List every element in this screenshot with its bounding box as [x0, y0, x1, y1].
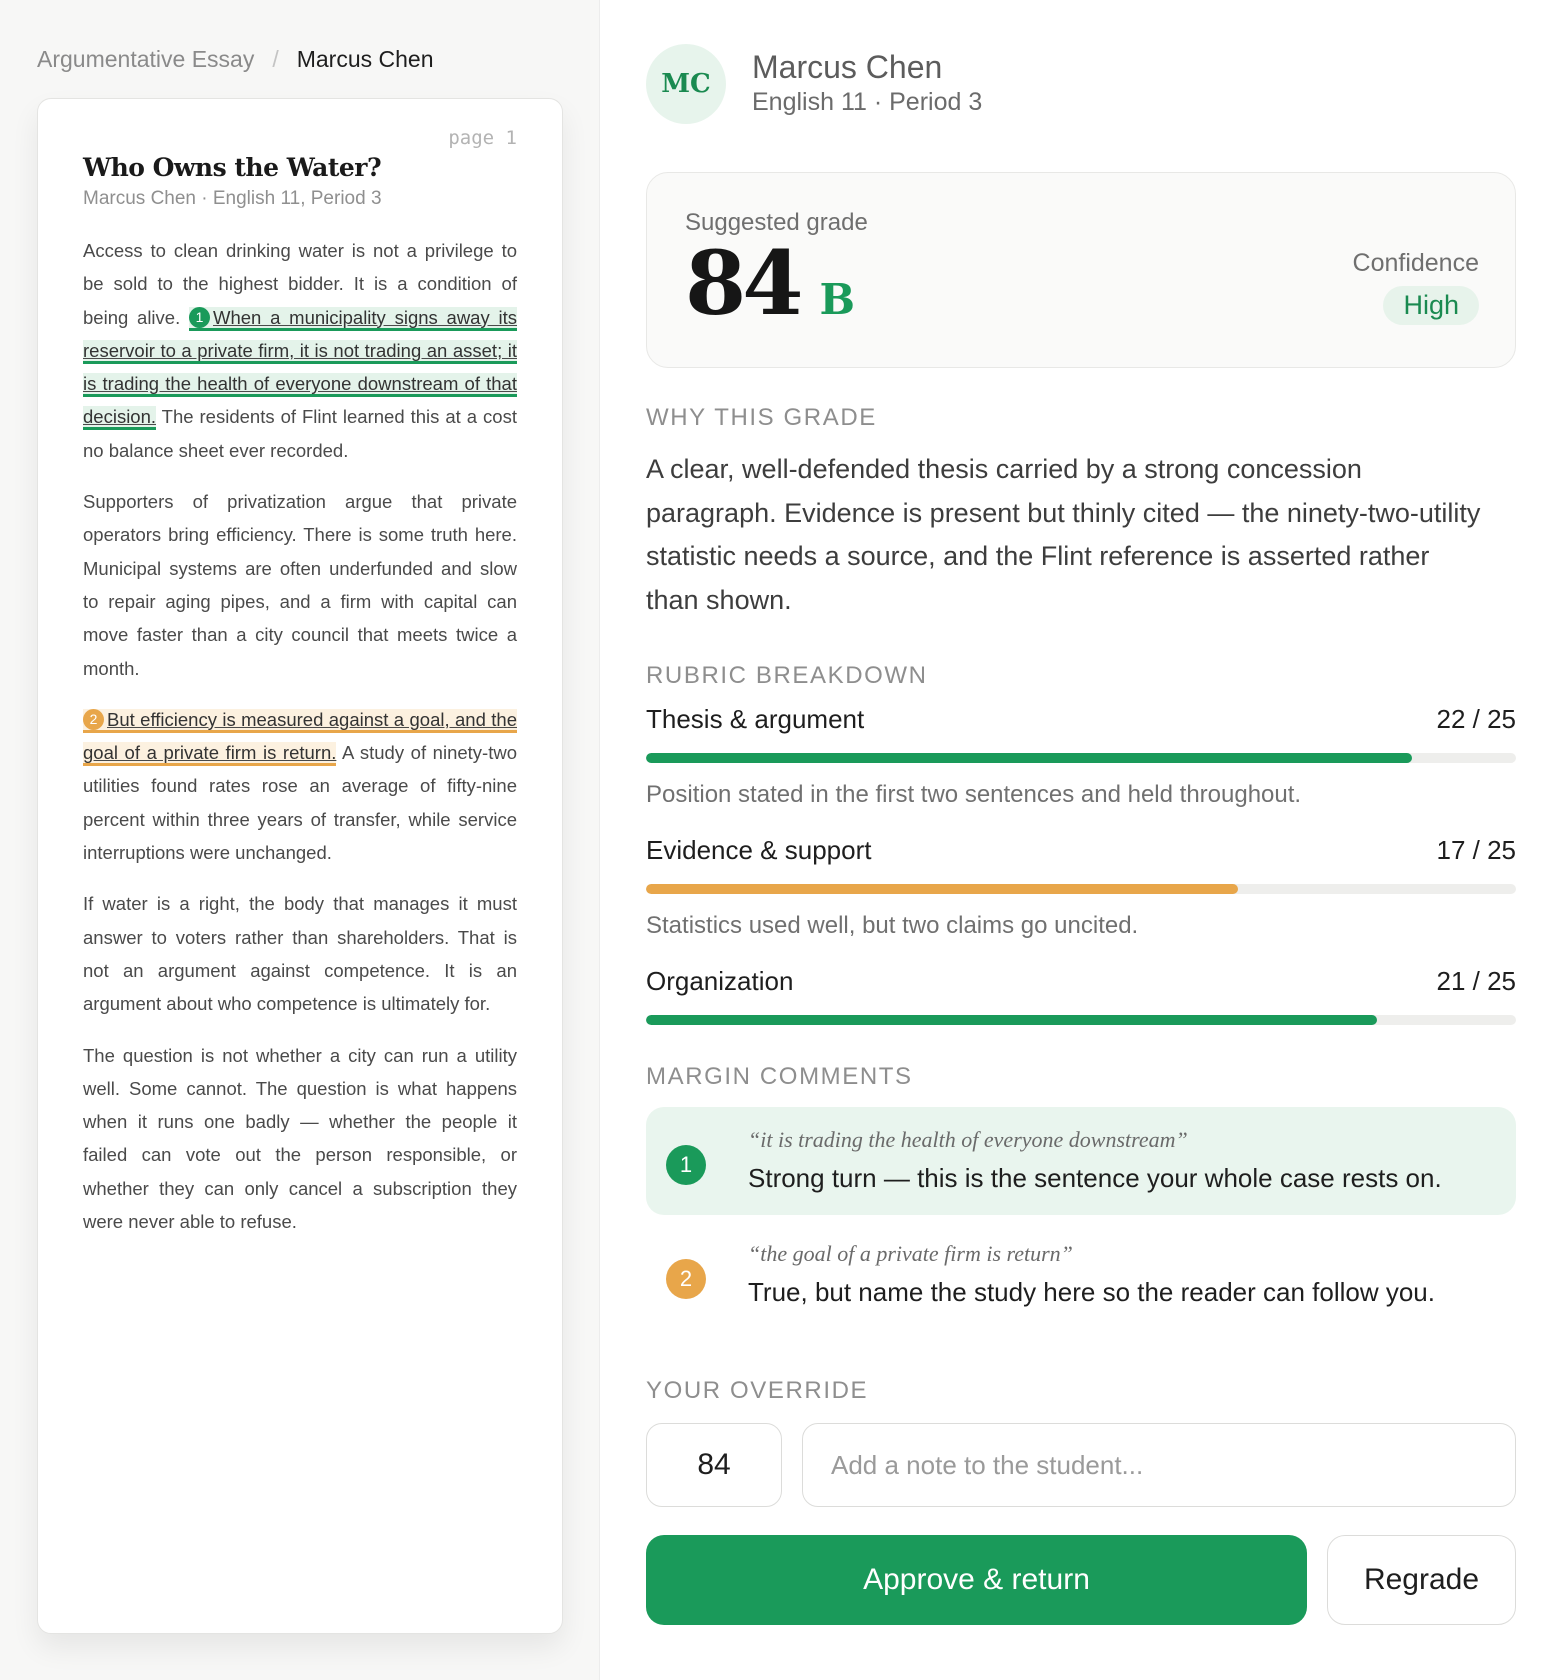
essay-text: The residents of Flint learned this at a cost no balance sheet ever recorded.: [83, 406, 517, 461]
essay-byline: Marcus Chen · English 11, Period 3: [83, 188, 382, 209]
comment-quote: “the goal of a private firm is return”: [748, 1241, 1073, 1266]
approve-return-button[interactable]: Approve & return: [646, 1535, 1307, 1625]
student-info: [752, 49, 982, 119]
comment-text: Strong turn — this is the sentence your whole case rests on.: [748, 1163, 1442, 1193]
action-row: [646, 1535, 1516, 1625]
confidence-label: Confidence: [1352, 249, 1479, 277]
page-number: page 1: [448, 127, 517, 149]
override-row: [646, 1423, 1516, 1507]
essay-paragraph: [83, 703, 517, 869]
confidence: [1353, 249, 1479, 325]
rubric-item: [646, 966, 1516, 1025]
breadcrumb-assignment-link[interactable]: Argumentative Essay: [37, 45, 255, 72]
essay-text: A study of ninety-two utilities found rates rose an average of fifty-nine percent within three years of transfer, while service interruptions were unchanged.: [83, 742, 517, 864]
grade-score: 84: [685, 231, 800, 335]
rubric-item: [646, 835, 1516, 940]
comment-number-badge: 2: [666, 1259, 706, 1299]
breadcrumb: [37, 44, 563, 74]
rubric-list: [646, 704, 1516, 1025]
essay-paragraph: The question is not whether a city can run a utility well. Some cannot. The question is what happens when it runs one badly — whether the people it failed can vote out the person responsible, or whether they can only cancel a subscription they were never able to refuse.: [83, 1044, 517, 1233]
comment-marker-1[interactable]: 1: [189, 307, 210, 328]
why-text: A clear, well-defended thesis carried by a strong concession paragraph. Evidence is present but thinly cited — the ninety-two-utility statistic needs a source, and the Flint reference is asserted rather than shown.: [646, 454, 1481, 615]
comment-body: [748, 1127, 1442, 1195]
grading-panel: [600, 0, 1560, 1680]
comment-text: True, but name the study here so the reader can follow you.: [748, 1277, 1435, 1307]
rubric-heading: RUBRIC BREAKDOWN: [646, 662, 928, 689]
rubric-label: Thesis & argument: [646, 704, 865, 734]
margin-comment-1[interactable]: [646, 1107, 1516, 1215]
breadcrumb-separator: /: [272, 45, 279, 72]
confidence-badge: High: [1383, 286, 1479, 325]
override-heading: YOUR OVERRIDE: [646, 1377, 869, 1404]
rubric-note: Position stated in the first two sentences and held throughout.: [646, 781, 1302, 808]
comment-quote: “it is trading the health of everyone downstream”: [748, 1127, 1188, 1152]
highlight-text: But efficiency is measured against a goal, and the goal of a private firm is return.: [83, 708, 517, 764]
rubric-label: Evidence & support: [646, 835, 872, 865]
grade-label: Suggested grade: [685, 209, 868, 236]
essay-text: Access to clean drinking water is not a privilege to be sold to the highest bidder. It is a condition of being alive.: [83, 240, 517, 328]
essay-title: Who Owns the Water?: [83, 153, 382, 182]
essay-paragraph: If water is a right, the body that manages it must answer to voters rather than shareholders. That is not an argument against competence. It is an argument about who competence is ultimately for.: [83, 893, 517, 1015]
student-name: Marcus Chen: [752, 49, 943, 85]
suggested-grade-card: [646, 172, 1516, 368]
rubric-score: 21 / 25: [1436, 966, 1516, 996]
highlight-text: When a municipality signs away its reservoir to a private firm, it is not trading an asset; it is trading the health of everyone downstream of that decision.: [83, 306, 517, 428]
comment-marker-2[interactable]: 2: [83, 709, 104, 730]
essay-body: [83, 234, 517, 1238]
essay-pane: [0, 0, 600, 1680]
essay-paragraph: Supporters of privatization argue that private operators bring efficiency. There is some truth here. Municipal systems are often underfunded and slow to repair aging pipes, and a firm with capital can move faster than a city council that meets twice a month.: [83, 491, 517, 679]
breadcrumb-current: Marcus Chen: [296, 45, 434, 72]
rubric-progress-fill: [646, 884, 1238, 894]
grade-letter: B: [819, 275, 855, 324]
comment-number-badge: 1: [666, 1145, 706, 1185]
rubric-progress-track: [646, 753, 1516, 763]
rubric-note: Statistics used well, but two claims go uncited.: [646, 912, 1139, 939]
comments-list: [646, 1107, 1516, 1329]
why-heading: WHY THIS GRADE: [646, 404, 877, 431]
rubric-item: [646, 704, 1516, 809]
rubric-score: 17 / 25: [1436, 835, 1516, 865]
rubric-progress-fill: [646, 753, 1412, 763]
override-score-input[interactable]: [646, 1423, 782, 1507]
rubric-progress-fill: [646, 1015, 1377, 1025]
comment-body: [748, 1241, 1435, 1309]
avatar: MC: [646, 44, 726, 124]
regrade-button[interactable]: Regrade: [1327, 1535, 1516, 1625]
comments-heading: MARGIN COMMENTS: [646, 1063, 913, 1090]
essay-paper: [37, 98, 563, 1634]
margin-comment-2[interactable]: [646, 1221, 1516, 1329]
rubric-progress-track: [646, 884, 1516, 894]
rubric-label: Organization: [646, 966, 794, 996]
essay-paragraph: [83, 234, 517, 467]
rubric-progress-track: [646, 1015, 1516, 1025]
student-note-input[interactable]: [802, 1423, 1516, 1507]
student-header: [646, 44, 1560, 124]
student-class: English 11 · Period 3: [752, 88, 983, 116]
rubric-score: 22 / 25: [1436, 704, 1516, 734]
